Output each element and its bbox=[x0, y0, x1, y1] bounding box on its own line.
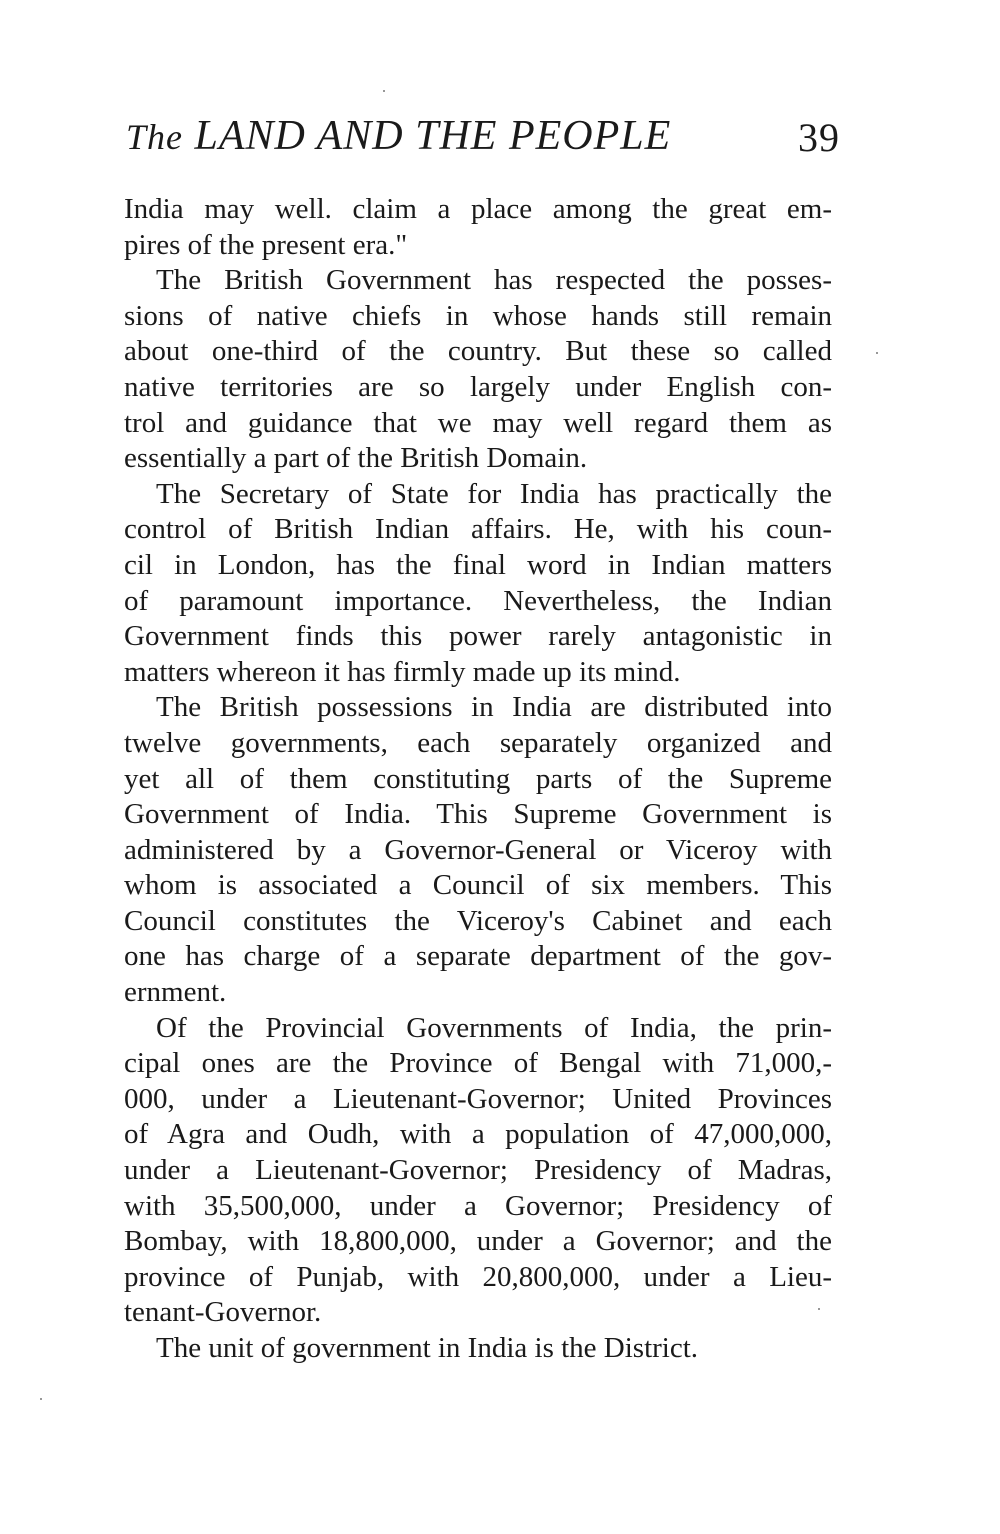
text-line: Government of India. This Supreme Government is bbox=[124, 798, 832, 831]
text-line: pires of the present era." bbox=[124, 228, 408, 261]
running-head-prefix: The bbox=[126, 117, 183, 157]
text-line: Of the Provincial Governments of India, the prin- bbox=[156, 1011, 832, 1044]
text-line: control of British Indian affairs. He, with his coun- bbox=[124, 513, 832, 546]
text-line: administered by a Governor-General or Viceroy with bbox=[124, 833, 832, 866]
text-line: ernment. bbox=[124, 976, 227, 1009]
text-line: under a Lieutenant-Governor; Presidency of Madras, bbox=[124, 1154, 832, 1187]
text-line: whom is associated a Council of six members. This bbox=[124, 869, 832, 902]
text-line: tenant-Governor. bbox=[124, 1296, 322, 1329]
text-line: of paramount importance. Nevertheless, the Indian bbox=[124, 584, 832, 617]
text-line: yet all of them constituting parts of the Supreme bbox=[124, 762, 832, 795]
scan-speck bbox=[876, 352, 878, 354]
text-line: 000, under a Lieutenant-Governor; United Provinces bbox=[124, 1082, 832, 1115]
text-line: of Agra and Oudh, with a population of 47,000,000, bbox=[124, 1118, 832, 1151]
text-line: with 35,500,000, under a Governor; Presidency of bbox=[124, 1189, 832, 1222]
text-line: native territories are so largely under English con- bbox=[124, 370, 832, 403]
scan-speck bbox=[818, 1308, 820, 1310]
text-line: province of Punjab, with 20,800,000, under a Lieu- bbox=[124, 1260, 832, 1293]
scan-speck bbox=[40, 1398, 42, 1400]
text-line: cipal ones are the Province of Bengal with 71,000,- bbox=[124, 1047, 832, 1080]
body-text bbox=[124, 192, 832, 1367]
text-line: cil in London, has the final word in Indian matters bbox=[124, 548, 832, 581]
running-head bbox=[126, 112, 840, 168]
text-line: The British Government has respected the posses- bbox=[156, 264, 832, 297]
text-line: The British possessions in India are distributed into bbox=[156, 691, 832, 724]
text-line: The Secretary of State for India has practically the bbox=[156, 477, 832, 510]
text-line: sions of native chiefs in whose hands still remain bbox=[124, 299, 832, 332]
text-line: one has charge of a separate department of the gov- bbox=[124, 940, 832, 973]
text-line: matters whereon it has firmly made up its mind. bbox=[124, 655, 681, 688]
page-number: 39 bbox=[798, 115, 840, 160]
text-line: Council constitutes the Viceroy's Cabinet and each bbox=[124, 904, 832, 937]
text-line: twelve governments, each separately organized and bbox=[124, 726, 832, 759]
text-line: trol and guidance that we may well regard them as bbox=[124, 406, 832, 439]
text-line: Bombay, with 18,800,000, under a Governor; and the bbox=[124, 1225, 832, 1258]
text-line: Government finds this power rarely antagonistic in bbox=[124, 620, 832, 653]
text-line: India may well. claim a place among the great em- bbox=[124, 193, 832, 225]
running-head-title: LAND AND THE PEOPLE bbox=[194, 113, 672, 159]
text-line: about one-third of the country. But these so called bbox=[124, 335, 832, 368]
text-line: essentially a part of the British Domain. bbox=[124, 442, 588, 475]
scan-speck bbox=[383, 90, 385, 92]
text-line: The unit of government in India is the District. bbox=[156, 1332, 699, 1364]
